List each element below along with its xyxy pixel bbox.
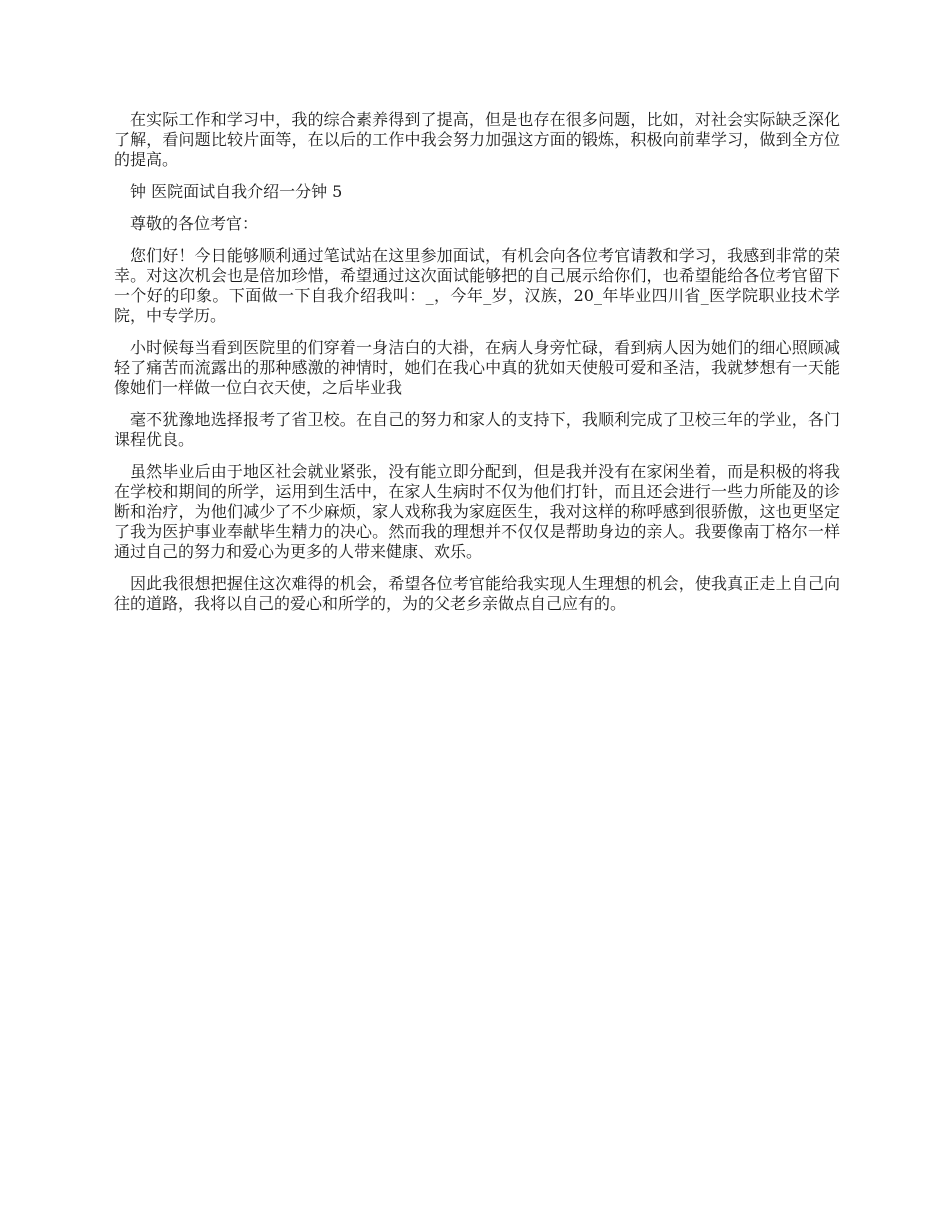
paragraph-summary: 在实际工作和学习中，我的综合素养得到了提高，但是也存在很多问题，比如，对社会实际缺乏深化了解，看问题比较片面等，在以后的工作中我会努力加强这方面的锻炼，积极向前辈学习，做到全方位的提高。 — [114, 110, 840, 169]
section-title: 钟 医院面试自我介绍一分钟 5 — [130, 182, 343, 201]
salutation: 尊敬的各位考官： — [130, 214, 259, 233]
paragraph-childhood: 小时候每当看到医院里的们穿着一身洁白的大褂，在病人身旁忙碌，看到病人因为她们的细心照顾减轻了痛苦而流露出的那种感激的神情时，她们在我心中真的犹如天使般可爱和圣洁，我就梦想有一天能像她们一样做一位白衣天使，之后毕业我 — [114, 338, 840, 397]
paragraph-introduction: 您们好！今日能够顺利通过笔试站在这里参加面试，有机会向各位考官请教和学习，我感到非常的荣幸。对这次机会也是倍加珍惜，希望通过这次面试能够把的自己展示给你们，也希望能给各位考官留下一个好的印象。下面做一下自我介绍我叫：_，今年_岁，汉族，20_年毕业四川省_医学院职业技术学院，中专学历。 — [114, 246, 840, 325]
paragraph-education: 毫不犹豫地选择报考了省卫校。在自己的努力和家人的支持下，我顺利完成了卫校三年的学业，各门课程优良。 — [114, 410, 840, 449]
paragraph-closing: 因此我很想把握住这次难得的机会，希望各位考官能给我实现人生理想的机会，使我真正走上自己向往的道路，我将以自己的爱心和所学的，为的父老乡亲做点自己应有的。 — [114, 574, 840, 613]
document-page — [114, 110, 840, 626]
paragraph-experience: 虽然毕业后由于地区社会就业紧张，没有能立即分配到，但是我并没有在家闲坐着，而是积极的将我在学校和期间的所学，运用到生活中，在家人生病时不仅为他们打针，而且还会进行一些力所能及的诊断和治疗，为他们减少了不少麻烦，家人戏称我为家庭医生，我对这样的称呼感到很骄傲，这也更坚定了我为医护事业奉献毕生精力的决心。然而我的理想并不仅仅是帮助身边的亲人。我要像南丁格尔一样通过自己的努力和爱心为更多的人带来健康、欢乐。 — [114, 462, 840, 561]
